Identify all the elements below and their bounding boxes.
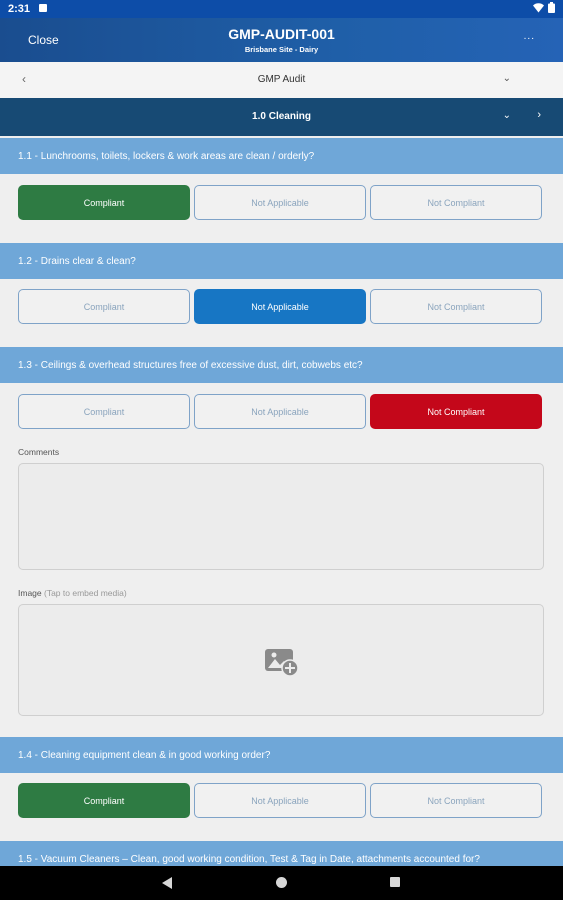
- recent-apps-icon[interactable]: [390, 877, 400, 887]
- system-nav-bar: [0, 866, 563, 900]
- not-applicable-button[interactable]: Not Applicable: [194, 289, 366, 324]
- section-selector[interactable]: [0, 98, 563, 136]
- wifi-icon: [533, 3, 544, 13]
- question-header: 1.1 - Lunchrooms, toilets, lockers & work areas are clean / orderly?: [0, 138, 563, 174]
- not-compliant-button[interactable]: Not Compliant: [370, 394, 542, 429]
- not-applicable-button[interactable]: Not Applicable: [194, 394, 366, 429]
- back-icon[interactable]: [162, 877, 172, 889]
- prev-icon[interactable]: ‹: [22, 72, 26, 86]
- question-header: 1.3 - Ceilings & overhead structures free of excessive dust, dirt, cobwebs etc?: [0, 347, 563, 383]
- chevron-down-icon[interactable]: ⌄: [502, 73, 511, 84]
- home-icon[interactable]: [276, 877, 287, 888]
- not-applicable-button[interactable]: Not Applicable: [194, 185, 366, 220]
- status-time: 2:31: [8, 3, 31, 15]
- not-applicable-button[interactable]: Not Applicable: [194, 783, 366, 818]
- answer-group: [18, 185, 544, 220]
- question-list[interactable]: [0, 137, 563, 866]
- status-bar: [0, 0, 563, 18]
- battery-icon: [548, 2, 555, 13]
- comments-field[interactable]: [18, 463, 544, 570]
- more-options-button[interactable]: ...: [523, 31, 535, 42]
- image-label-text: Image: [18, 588, 42, 598]
- answer-group: [18, 289, 544, 324]
- answer-group: [18, 783, 544, 818]
- close-button[interactable]: Close: [28, 33, 59, 47]
- question-header: 1.5 - Vacuum Cleaners – Clean, good working condition, Test & Tag in Date, attachments accounted for?: [0, 841, 563, 866]
- answer-group: [18, 394, 544, 429]
- audit-selector[interactable]: [0, 62, 563, 99]
- next-section-icon[interactable]: ›: [537, 109, 541, 121]
- image-dropzone[interactable]: [18, 604, 544, 716]
- compliant-button[interactable]: Compliant: [18, 783, 190, 818]
- compliant-button[interactable]: Compliant: [18, 289, 190, 324]
- system-icons: [533, 2, 555, 13]
- image-hint: (Tap to embed media): [44, 588, 127, 598]
- section-name: 1.0 Cleaning: [252, 111, 311, 122]
- question-header: 1.4 - Cleaning equipment clean & in good working order?: [0, 737, 563, 773]
- page-title: GMP-AUDIT-001: [228, 26, 335, 42]
- image-label: [18, 588, 127, 598]
- notification-icon: [39, 4, 47, 12]
- add-image-icon[interactable]: [265, 647, 299, 677]
- audit-name: GMP Audit: [257, 74, 306, 85]
- page-subtitle: Brisbane Site - Dairy: [244, 45, 319, 54]
- app-bar: [0, 18, 563, 62]
- compliant-button[interactable]: Compliant: [18, 185, 190, 220]
- not-compliant-button[interactable]: Not Compliant: [370, 783, 542, 818]
- comments-label: Comments: [18, 447, 60, 457]
- chevron-down-icon[interactable]: ⌄: [502, 110, 511, 121]
- compliant-button[interactable]: Compliant: [18, 394, 190, 429]
- question-header: 1.2 - Drains clear & clean?: [0, 243, 563, 279]
- not-compliant-button[interactable]: Not Compliant: [370, 185, 542, 220]
- not-compliant-button[interactable]: Not Compliant: [370, 289, 542, 324]
